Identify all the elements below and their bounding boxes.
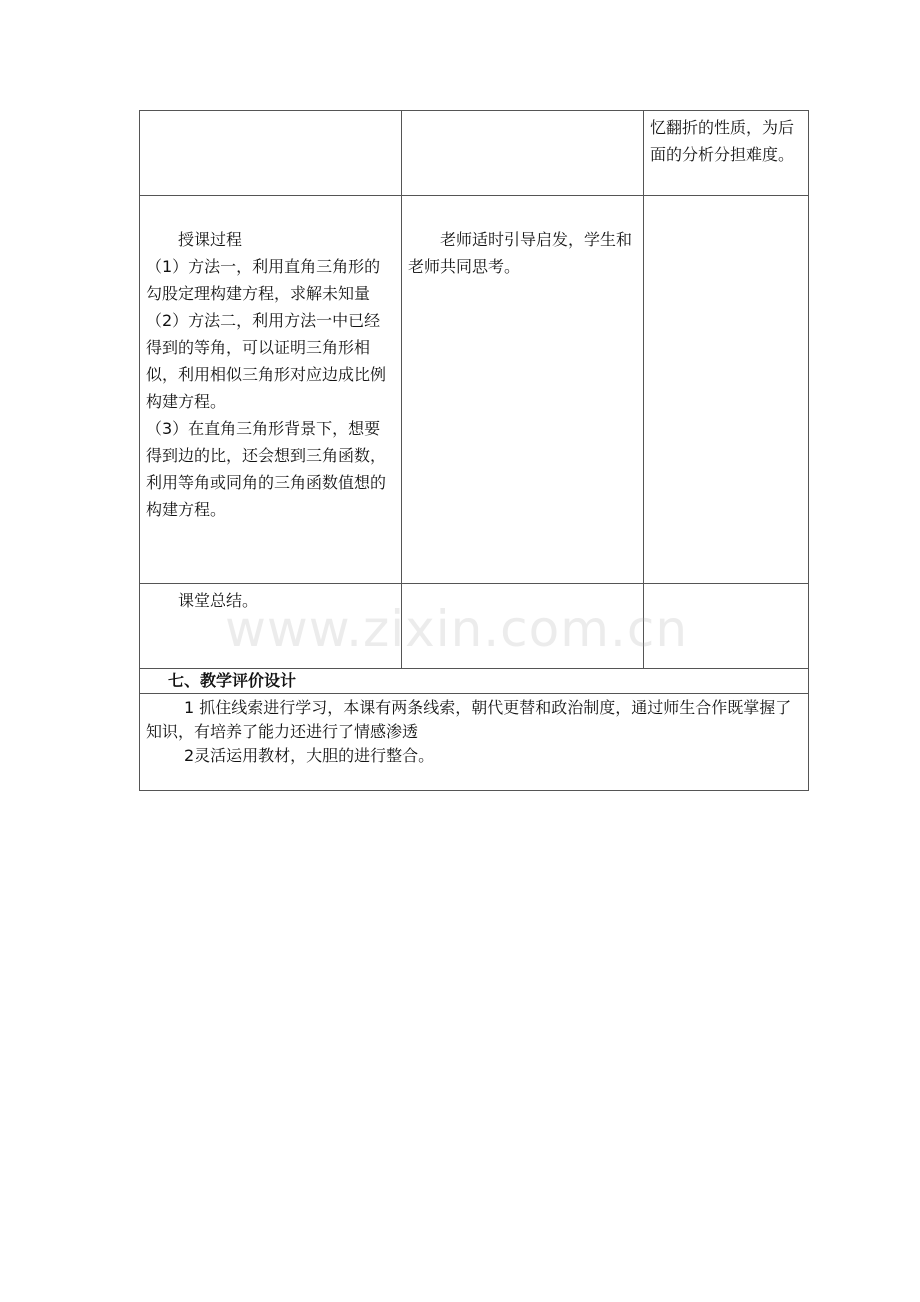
table-cell-empty [140,111,402,196]
table-row [140,694,809,791]
table-cell-empty [644,584,809,669]
table-cell-teaching-process [140,196,402,584]
lesson-plan-table [139,110,809,791]
table-cell-empty [402,584,644,669]
evaluation-item-1: 1 抓住线索进行学习，本课有两条线索，朝代更替和政治制度，通过师生合作既掌握了知识，有培养了能力还进行了情感渗透 [146,698,792,741]
summary-text: 课堂总结。 [178,591,259,610]
evaluation-item-2: 2灵活运用教材，大胆的进行整合。 [184,746,435,765]
table-row [140,111,809,196]
table-cell-teacher-activity [402,196,644,584]
table-row [140,669,809,694]
method-two-text: （2）方法二，利用方法一中已经得到的等角，可以证明三角形相似，利用相似三角形对应边成比例构建方程。 [146,311,387,411]
section-heading: 七、教学评价设计 [140,669,809,694]
table-cell-purpose [644,111,809,196]
teaching-process-title: 授课过程 [178,230,243,249]
teacher-activity-text: 老师适时引导启发，学生和老师共同思考。 [408,230,633,276]
table-row [140,584,809,669]
table-cell-empty [402,111,644,196]
table-row [140,196,809,584]
table-cell-summary [140,584,402,669]
method-three-text: （3）在直角三角形背景下，想要得到边的比，还会想到三角函数，利用等角或同角的三角函数值想的构建方程。 [146,419,387,519]
evaluation-cell [140,694,809,791]
purpose-text: 忆翻折的性质，为后面的分析分担难度。 [650,118,795,164]
table-cell-empty [644,196,809,584]
watermark: www.zixin.com.cn [225,600,689,658]
method-one-text: （1）方法一，利用直角三角形的勾股定理构建方程，求解未知量 [146,257,381,303]
